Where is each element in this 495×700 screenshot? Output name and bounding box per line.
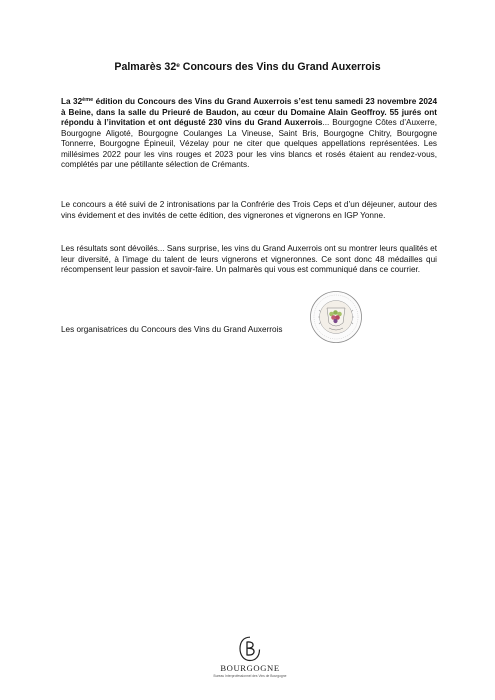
brand-tagline: Bureau Interprofessionnel des Vins de Bourgogne [213, 674, 287, 678]
signature-line: Les organisatrices du Concours des Vins du Grand Auxerrois [61, 325, 283, 334]
intro-bold-a: La 32 [61, 97, 83, 106]
page-title [0, 61, 495, 73]
paragraph-intro [61, 97, 437, 171]
bourgogne-b-logo-icon [238, 636, 262, 662]
intro-bold-sup: ème [82, 97, 94, 103]
bourgogne-logo [200, 636, 300, 694]
title-rest: Concours des Vins du Grand Auxerrois [179, 61, 381, 73]
title-sup: e [176, 62, 180, 69]
brand-name: BOURGOGNE [220, 663, 280, 673]
paragraph-intronisations: Le concours a été suivi de 2 intronisations par la Confrérie des Trois Ceps et d’un déjeuner, autour des vins évidement et des invités de cette édition, des vignerones et vignerons en IGP Yonne. [61, 200, 437, 220]
confrerie-seal-icon [309, 290, 363, 344]
title-main: Palmarès 32 [114, 61, 177, 73]
intro-bold-b: édition du Concours des Vins du Grand Auxerrois s’est tenu samedi 23 novembre 2024 à Beine, dans la salle du Prieuré de Baudon, au cœur du Domaine Alain Geoffroy. 55 jurés ont répondu à l’invitation et ont dégusté 230 vins du Grand Auxerrois [61, 97, 437, 128]
intro-normal: ... Bourgogne Côtes d’Auxerre, Bourgogne Aligoté, Bourgogne Coulanges La Vineuse, Saint Bris, Bourgogne Chitry, Bourgogne Tonnerre, Bourgogne Épineuil, Vézelay pour ne citer que quelques appellations représentées. Les millésimes 2022 pour les vins rouges et 2023 pour les vins blancs et rosés étaient au rendez-vous, complétés par une pétillante sélection de Crémants. [61, 118, 437, 170]
paragraph-results: Les résultats sont dévoilés... Sans surprise, les vins du Grand Auxerrois ont su montrer leurs qualités et leur diversité, à l’image du talent de leurs vignerons et vigneronnes. Ce sont donc 48 médailles qui récompensent leur passion et savoir-faire. Un palmarès qui vous est communiqué dans ce courrier. [61, 244, 437, 275]
